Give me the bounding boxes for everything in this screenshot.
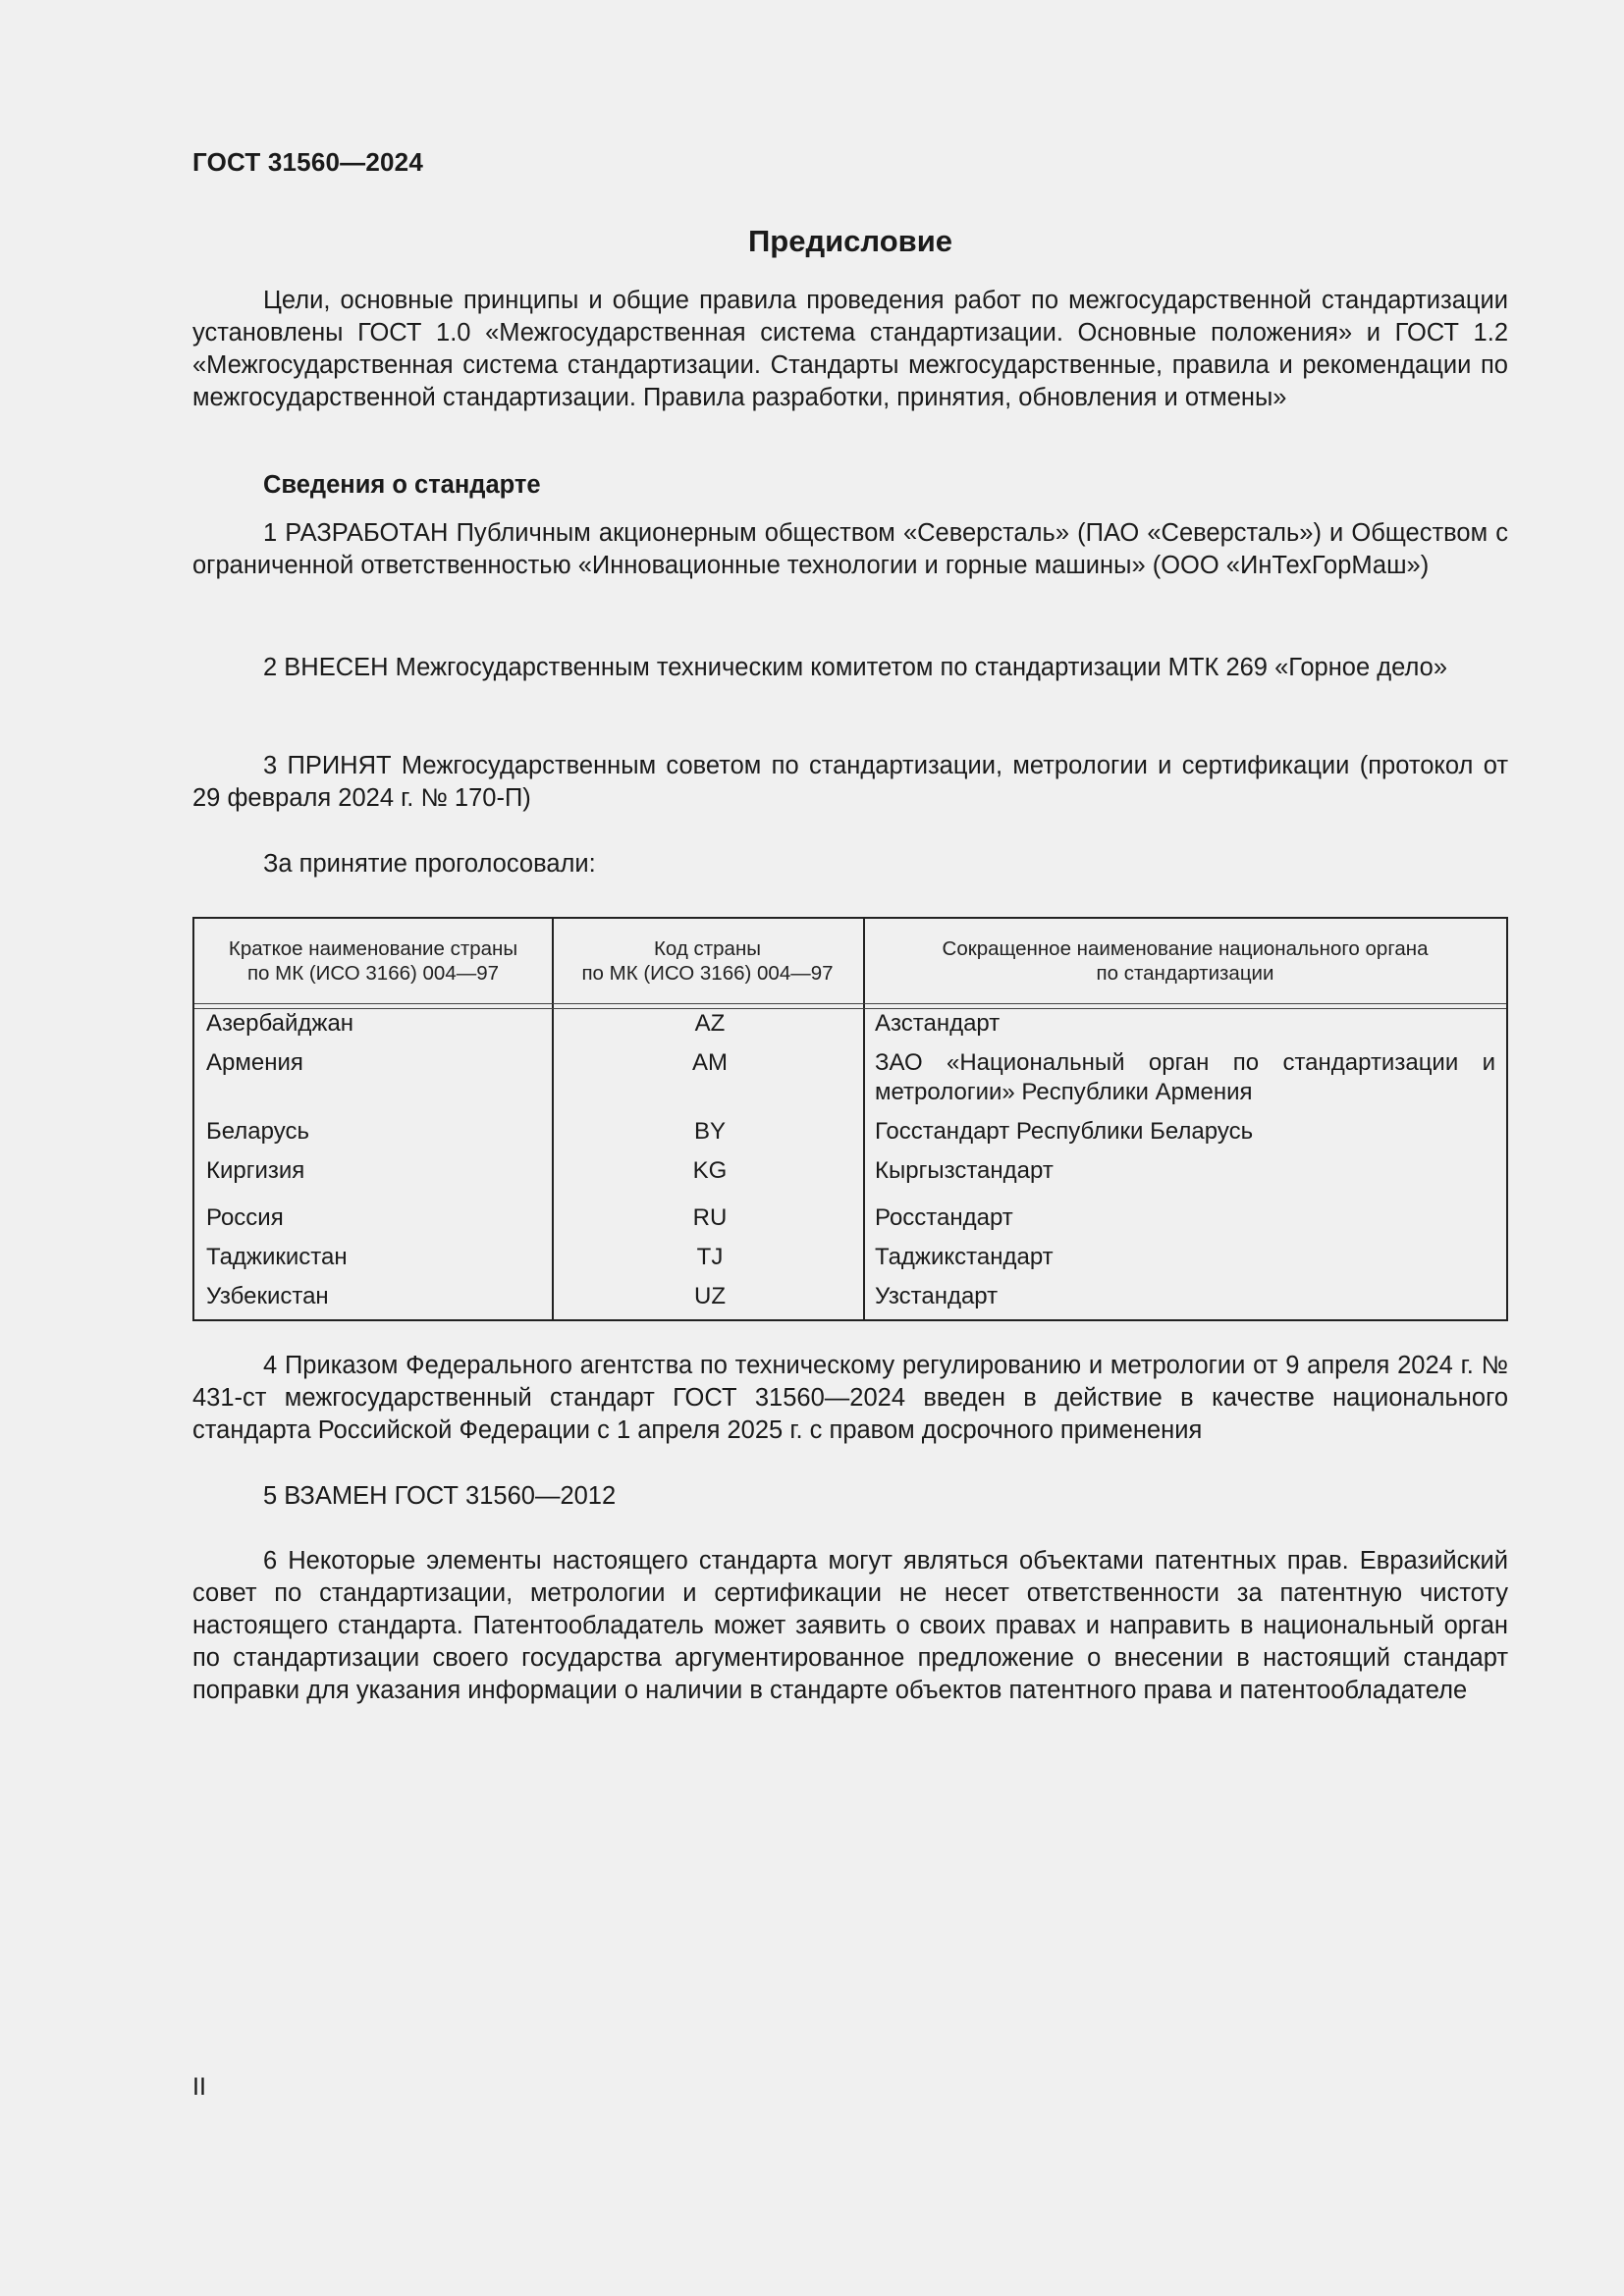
table-cell-country: Армения [206,1049,303,1076]
item-6-paragraph: 6 Некоторые элементы настоящего стандарта могут являться объектами патентных прав. Евразийский совет по стандартизации, метрологии и сертификации не несет ответственности за патентную чистоту настоящего стандарта. Патентообладатель может заявить о своих правах и направить в национальный орган по стандартизации своего государства аргументированное предложение о внесении в настоящий стандарт поправки для указания информации о наличии в стандарте объектов патентного права и патентообладателе [192,1547,1508,1704]
table-cell-country: Таджикистан [206,1244,348,1270]
item-4-paragraph: 4 Приказом Федерального агентства по техническому регулированию и метрологии от 9 апреля 2024 г. № 431-ст межгосударственный стандарт ГОСТ 31560—2024 введен в действие в качестве национального стандарта Российской Федерации с 1 апреля 2025 г. с правом досрочного применения [192,1352,1508,1444]
item-2-paragraph: 2 ВНЕСЕН Межгосударственным техническим комитетом по стандартизации МТК 269 «Горное дело» [263,654,1447,681]
table-cell-code: AM [692,1049,728,1076]
header-text: Код страны [653,937,762,960]
header-text: Сокращенное наименование национального органа [942,937,1429,960]
table-cell-country: Беларусь [206,1118,309,1145]
table-cell-country: Киргизия [206,1157,305,1184]
item-5-paragraph: 5 ВЗАМЕН ГОСТ 31560—2012 [263,1482,617,1510]
table-cell-code: RU [692,1204,728,1231]
table-cell-code: TJ [696,1244,724,1270]
table-cell-code: BY [693,1118,726,1145]
voted-label: За принятие проголосовали: [263,850,596,878]
item-1-paragraph: 1 РАЗРАБОТАН Публичным акционерным обществом «Северсталь» (ПАО «Северсталь») и Обществом с ограниченной ответственностью «Инновационные технологии и горные машины» (ООО «ИнТехГорМаш») [192,519,1508,579]
table-cell-code: UZ [694,1283,726,1309]
table-cell-country: Узбекистан [206,1283,329,1309]
header-text: Краткое наименование страны [228,937,518,960]
voting-table [192,917,1508,1321]
section-subheading: Сведения о стандарте [263,471,541,499]
header-text: по МК (ИСО 3166) 004—97 [246,962,500,985]
table-header-country [194,936,552,986]
item-3-paragraph: 3 ПРИНЯТ Межгосударственным советом по стандартизации, метрологии и сертификации (протокол от 29 февраля 2024 г. № 170-П) [192,752,1508,812]
table-cell-country: Россия [206,1204,284,1231]
header-text: по МК (ИСО 3166) 004—97 [581,962,834,985]
header-text: по стандартизации [1096,962,1274,985]
table-cell-code: KG [692,1157,728,1184]
table-cell-body: ЗАО «Национальный орган по стандартизации и метрологии» Республики Армения [875,1049,1495,1105]
table-header-body [863,936,1507,986]
page-number: II [192,2073,206,2101]
intro-paragraph: Цели, основные принципы и общие правила проведения работ по межгосударственной стандартизации установлены ГОСТ 1.0 «Межгосударственная система стандартизации. Основные положения» и ГОСТ 1.2 «Межгосударственная система стандартизации. Стандарты межгосударственные, правила и рекомендации по межгосударственной стандартизации. Правила разработки, принятия, обновления и отмены» [192,287,1508,411]
table-cell-body: Узстандарт [875,1283,999,1309]
table-cell-body: Росстандарт [875,1204,1013,1231]
table-cell-body: Азстандарт [875,1010,1001,1037]
document-code: ГОСТ 31560—2024 [192,147,423,177]
table-header-code [552,936,863,986]
page-title: Предисловие [747,224,952,258]
table-cell-body: Кыргызстандарт [875,1157,1054,1184]
table-cell-body: Госстандарт Республики Беларусь [875,1118,1254,1145]
table-cell-body: Таджикстандарт [875,1244,1054,1270]
header-divider [194,1003,1506,1004]
table-cell-country: Азербайджан [206,1010,354,1037]
table-cell-code: AZ [694,1010,726,1037]
